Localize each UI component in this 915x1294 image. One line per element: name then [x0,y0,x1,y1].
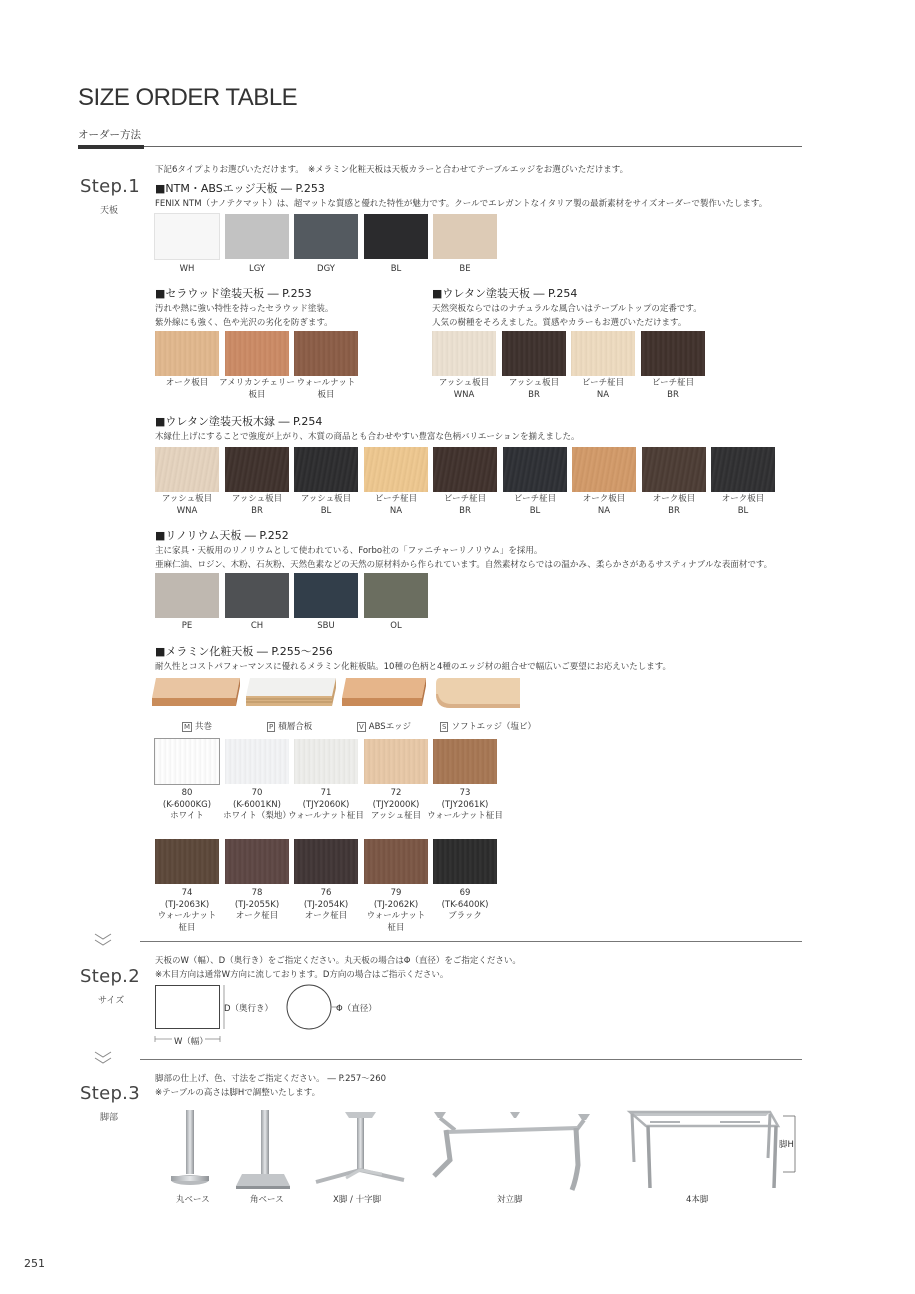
ntm-title: ■NTM・ABSエッジ天板 ― P.253 [155,182,325,195]
color-swatch [572,447,636,492]
header-rule-accent [78,145,144,149]
swatch-label: 70 (K-6001KN) ホワイト（梨地） [223,788,291,821]
chevron-down-icon [92,932,114,950]
swatch-label: 76 (TJ-2054K) オーク柾目 [303,888,349,921]
leg-label-four: 4本脚 [686,1195,709,1205]
swatch-label: オーク板目 BL [721,494,765,516]
color-swatch [294,573,358,618]
swatch-label: ウォールナット 板目 [296,378,356,400]
d-label: D（奥行き） [224,1004,274,1014]
step3-heading: Step.3 [80,1083,140,1104]
swatch-label: アメリカンチェリー 板目 [219,378,295,400]
step2-sub: サイズ [98,996,125,1006]
swatch-label: 79 (TJ-2062K) ウォールナット 柾目 [366,888,426,933]
color-swatch [294,331,358,376]
swatch-label: アッシュ板目 BR [231,494,283,516]
color-swatch [364,739,428,784]
color-swatch [502,331,566,376]
edge-code-badge: V [359,723,364,731]
urethane-desc1: 天然突板ならではのナチュラルな風合いはテーブルトップの定番です。 [432,304,702,314]
edge-label [267,720,312,732]
color-swatch [364,214,428,259]
edge-name: 共巻 [195,722,213,732]
swatch-label: アッシュ板目 WNA [438,378,490,400]
chevron-down-icon [92,1050,114,1068]
leg-label-square: 角ベース [250,1195,284,1205]
leg-x-base [316,1112,404,1182]
leg-label-opposing: 対立脚 [497,1195,523,1205]
step2-heading: Step.2 [80,966,140,987]
page-title: SIZE ORDER TABLE [78,84,298,111]
melamine-desc: 耐久性とコストパフォーマンスに優れるメラミン化粧板貼。10種の色柄と4種のエッジ材の組合せで幅広いご要望にお応えいたします。 [155,662,672,672]
urethane-desc2: 人気の樹種をそろえました。質感やカラーもお選びいただけます。 [432,318,687,328]
header-rule [78,146,802,147]
swatch-label: PE [181,621,193,631]
edge-code-badge: M [184,723,191,731]
color-swatch [294,214,358,259]
swatch-label: 69 (TK-6400K) ブラック [441,888,489,921]
leg-h-label: 脚H [779,1140,794,1150]
swatch-label: BE [459,264,471,274]
ntm-desc: FENIX NTM（ナノテクマット）は、超マットな質感と優れた特性が魅力です。クールでエレガントなイタリア製の最新素材をサイズオーダーで製作いたします。 [155,199,768,209]
color-swatch [225,739,289,784]
page-number: 251 [24,1257,45,1270]
color-swatch [155,214,219,259]
cellwood-title: ■セラウッド塗装天板 ― P.253 [155,287,312,300]
swatch-label: SBU [317,621,335,631]
color-swatch [294,447,358,492]
color-swatch [641,331,705,376]
linoleum-desc2: 亜麻仁油、ロジン、木粉、石灰粉、天然色素などの天然の原材料から作られています。自然素材ならではの温かみ、柔らかさがあるサスティナブルな表面材です。 [155,560,773,570]
melamine-edge-samples [150,674,530,714]
color-swatch [433,739,497,784]
swatch-label: 71 (TJY2060K) ウォールナット柾目 [288,788,364,821]
linoleum-title: ■リノリウム天板 ― P.252 [155,529,289,542]
edge-label [182,720,212,732]
leg-four [630,1112,795,1188]
divider [140,941,802,942]
edge-label [357,720,411,732]
leg-illustrations [150,1100,810,1195]
phi-label: Φ（直径） [336,1004,377,1014]
color-swatch [432,331,496,376]
w-label: W（幅） [174,1037,208,1047]
edge-sample-m [152,678,240,706]
cellwood-desc2: 紫外線にも強く、色や光沢の劣化を防ぎます。 [155,318,333,328]
edge-sample-s [436,678,520,708]
edge-code-badge: S [442,723,447,731]
divider [140,1059,802,1060]
leg-label-x: X脚 / 十字脚 [333,1195,382,1205]
color-swatch [225,214,289,259]
edge-label [440,720,536,732]
color-swatch [364,573,428,618]
leg-label-round: 丸ベース [176,1195,210,1205]
swatch-label: アッシュ板目 BL [300,494,352,516]
swatch-label: アッシュ板目 BR [508,378,560,400]
swatch-label: ビーチ柾目 BL [513,494,557,516]
color-swatch [155,331,219,376]
leg-opposing [434,1112,590,1190]
edge-sample-v [342,678,426,706]
color-swatch [155,447,219,492]
step1-sub: 天板 [100,206,119,216]
cellwood-desc1: 汚れや熱に強い特性を持ったセラウッド塗装。 [155,304,334,314]
color-swatch [364,839,428,884]
melamine-title: ■メラミン化粧天板 ― P.255〜256 [155,645,333,658]
edge-name: ABSエッジ [368,722,412,732]
swatch-label: OL [390,621,402,631]
swatch-label: オーク板目 BR [652,494,696,516]
color-swatch [155,739,219,784]
color-swatch [571,331,635,376]
color-swatch [294,839,358,884]
swatch-label: ビーチ柾目 BR [443,494,487,516]
step2-line1: 天板のW（幅）、D（奥行き）をご指定ください。丸天板の場合はΦ（直径）をご指定ください。 [155,956,521,966]
step3-line1: 脚部の仕上げ、色、寸法をご指定ください。 ― P.257〜260 [155,1074,387,1084]
step3-line2: ※テーブルの高さは脚Hで調整いたします。 [155,1088,321,1098]
swatch-label: CH [250,621,264,631]
swatch-label: BL [390,264,402,274]
color-swatch [225,331,289,376]
color-swatch [364,447,428,492]
swatch-label: オーク板目 [165,378,209,388]
edge-code-badge: P [269,723,274,731]
color-swatch [503,447,567,492]
color-swatch [294,739,358,784]
color-swatch [225,447,289,492]
edge-name: 積層合板 [278,722,313,732]
color-swatch [225,573,289,618]
swatch-label: 78 (TJ-2055K) オーク柾目 [234,888,280,921]
swatch-label: 73 (TJY2061K) ウォールナット柾目 [427,788,503,821]
color-swatch [433,447,497,492]
color-swatch [225,839,289,884]
urethane-edge-desc: 木縁仕上げにすることで強度が上がり、木質の商品とも合わせやすい豊富な色柄バリエーションを揃えました。 [155,432,580,442]
swatch-label: ビーチ柾目 NA [374,494,418,516]
urethane-edge-title: ■ウレタン塗装天板木縁 ― P.254 [155,415,323,428]
swatch-label: アッシュ板目 WNA [161,494,213,516]
swatch-label: オーク板目 NA [582,494,626,516]
color-swatch [642,447,706,492]
swatch-label: 74 (TJ-2063K) ウォールナット 柾目 [157,888,217,933]
edge-name: ソフトエッジ（塩ビ） [451,722,536,732]
step3-sub: 脚部 [100,1113,119,1123]
step1-heading: Step.1 [80,176,140,197]
step1-intro: 下記6タイプよりお選びいただけます。 ※メラミン化粧天板は天板カラーと合わせてテーブルエッジをお選びいただけます。 [155,165,629,175]
swatch-label: WH [179,264,195,274]
color-swatch [155,573,219,618]
color-swatch [711,447,775,492]
leg-square-base [236,1110,290,1189]
color-swatch [433,839,497,884]
edge-sample-p [246,678,336,706]
color-swatch [433,214,497,259]
swatch-label: ビーチ柾目 BR [651,378,695,400]
leg-labels [0,1193,915,1207]
section-subtitle: オーダー方法 [78,129,141,141]
leg-round-base [171,1110,209,1185]
swatch-label: LGY [248,264,266,274]
swatch-label: DGY [317,264,335,274]
swatch-label: ビーチ柾目 NA [581,378,625,400]
swatch-label: 72 (TJY2000K) アッシュ柾目 [370,788,422,821]
urethane-title: ■ウレタン塗装天板 ― P.254 [432,287,578,300]
step2-line2: ※木目方向は通常W方向に流しております。D方向の場合はご指示ください。 [155,970,449,980]
swatch-label: 80 (K-6000KG) ホワイト [162,788,212,821]
linoleum-desc1: 主に家具・天板用のリノリウムとして使われている、Forbo社の「ファニチャーリノリウム」を採用。 [155,546,543,556]
color-swatch [155,839,219,884]
